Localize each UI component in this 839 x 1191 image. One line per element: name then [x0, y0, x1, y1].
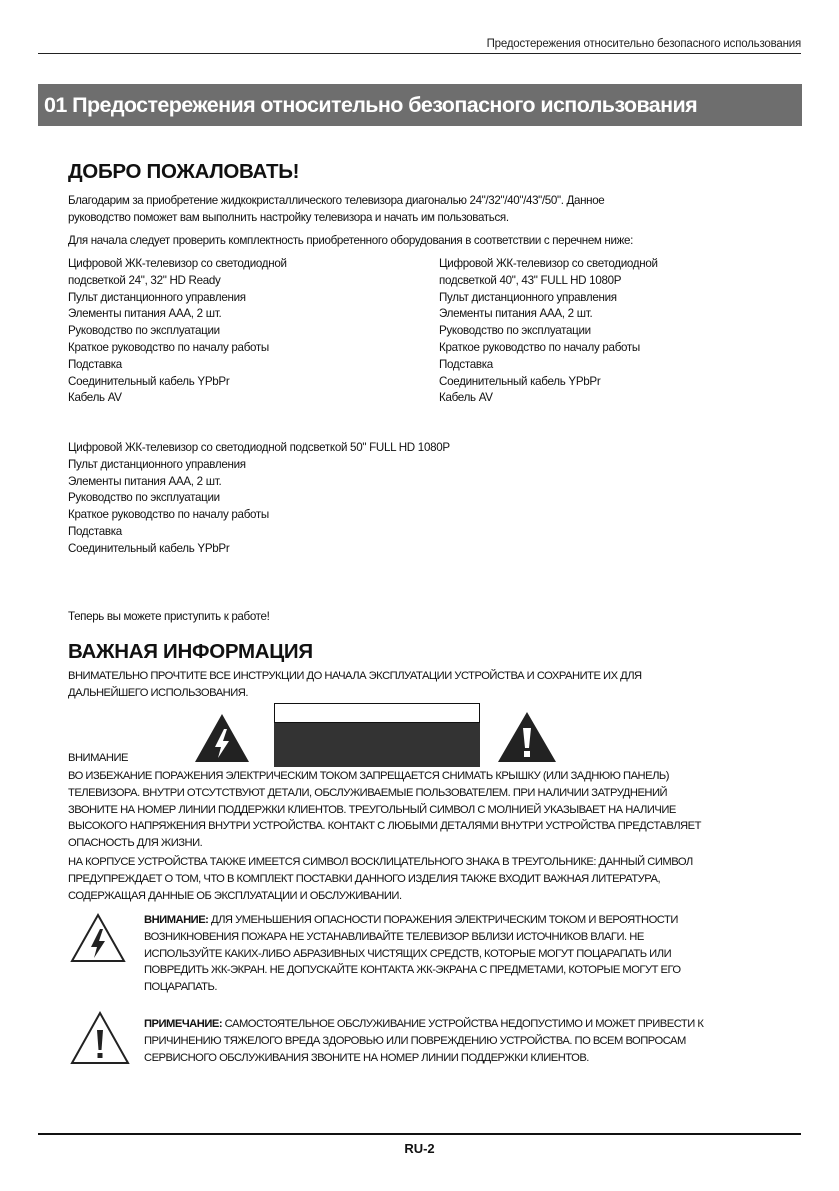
- list-item: Подставка: [68, 524, 122, 538]
- read-instructions-paragraph: [68, 668, 642, 702]
- package-list-right: [439, 256, 658, 407]
- caps-line: ВОЗНИКНОВЕНИЯ ПОЖАРА НЕ УСТАНАВЛИВАЙТЕ ТЕЛЕВИЗОР ВБЛИЗИ ИСТОЧНИКОВ ВЛАГИ. НЕ: [144, 930, 644, 943]
- caps-line: ПОЦАРАПАТЬ.: [144, 981, 217, 994]
- list-item: подсветкой 24", 32" HD Ready: [68, 273, 221, 287]
- caps-line: СОДЕРЖАЩАЯ ДАННЫЕ ОБ ЭКСПЛУАТАЦИИ И ОБСЛУЖИВАНИИ.: [68, 889, 402, 902]
- package-list-bottom: [68, 440, 450, 558]
- warning-label: ВНИМАНИЕ:: [144, 914, 209, 926]
- intro-line: руководство поможет вам выполнить настройку телевизора и начать им пользоваться.: [68, 210, 509, 224]
- caution-box: [274, 703, 480, 767]
- page-number: RU-2: [404, 1141, 435, 1156]
- caps-line: ЗВОНИТЕ НА НОМЕР ЛИНИИ ПОДДЕРЖКИ КЛИЕНТОВ. ТРЕУГОЛЬНЫЙ СИМВОЛ С МОЛНИЕЙ УКАЗЫВАЕТ НА НАЛИЧИЕ: [68, 803, 676, 816]
- list-item: Руководство по эксплуатации: [439, 324, 591, 338]
- attention-label: ВНИМАНИЕ: [68, 752, 128, 764]
- list-item: Элементы питания AAA, 2 шт.: [68, 474, 222, 488]
- list-item: Соединительный кабель YPbPr: [439, 374, 601, 388]
- list-item: Цифровой ЖК-телевизор со светодиодной подсветкой 50" FULL HD 1080P: [68, 441, 450, 454]
- exclamation-outline-icon: [69, 1010, 131, 1066]
- closing-line: Теперь вы можете приступить к работе!: [68, 610, 270, 623]
- list-item: Соединительный кабель YPbPr: [68, 374, 230, 388]
- shock-paragraph: [68, 768, 701, 852]
- list-item: Руководство по эксплуатации: [68, 491, 220, 505]
- caps-line: СЕРВИСНОГО ОБСЛУЖИВАНИЯ ЗВОНИТЕ НА НОМЕР ЛИНИИ ПОДДЕРЖКИ КЛИЕНТОВ.: [144, 1051, 589, 1064]
- list-item: Элементы питания AAA, 2 шт.: [439, 307, 593, 321]
- list-item: подсветкой 40", 43" FULL HD 1080P: [439, 273, 622, 287]
- list-item: Кабель AV: [439, 391, 493, 405]
- intro-line: Благодарим за приобретение жидкокристаллического телевизора диагональю 24"/32"/40"/43"/50". Данное: [68, 194, 605, 207]
- caps-line: ВЫСОКОГО НАПРЯЖЕНИЯ ВНУТРИ УСТРОЙСТВА. КОНТАКТ С ЛЮБЫМИ ДЕТАЛЯМИ ВНУТРИ УСТРОЙСТВА ПРЕДСТАВЛЯЕТ: [68, 820, 701, 833]
- list-item: Пульт дистанционного управления: [439, 290, 617, 304]
- caution-box-top: [274, 703, 480, 723]
- list-item: Цифровой ЖК-телевизор со светодиодной: [68, 257, 287, 270]
- caps-line: ВО ИЗБЕЖАНИЕ ПОРАЖЕНИЯ ЭЛЕКТРИЧЕСКИМ ТОКОМ ЗАПРЕЩАЕТСЯ СНИМАТЬ КРЫШКУ (ИЛИ ЗАДНЮЮ ПАНЕЛЬ): [68, 770, 669, 782]
- caps-line: ПРЕДУПРЕЖДАЕТ О ТОМ, ЧТО В КОМПЛЕКТ ПОСТАВКИ ДАННОГО ИЗДЕЛИЯ ТАКЖЕ ВХОДИТ ВАЖНАЯ ЛИТЕРАТУРА,: [68, 872, 661, 885]
- exclamation-warning-icon: [496, 710, 558, 764]
- lightning-warning-icon: [193, 712, 251, 764]
- list-item: Соединительный кабель YPbPr: [68, 541, 230, 555]
- list-item: Подставка: [439, 357, 493, 371]
- intro-paragraph: [68, 193, 604, 227]
- list-item: Пульт дистанционного управления: [68, 290, 246, 304]
- caps-line: ДАЛЬНЕЙШЕГО ИСПОЛЬЗОВАНИЯ.: [68, 686, 248, 699]
- warning-paragraph: [144, 912, 681, 996]
- caution-box-bottom: [274, 723, 480, 767]
- caps-line: САМОСТОЯТЕЛЬНОЕ ОБСЛУЖИВАНИЕ УСТРОЙСТВА НЕДОПУСТИМО И МОЖЕТ ПРИВЕСТИ К: [222, 1018, 704, 1030]
- header-divider: [38, 53, 801, 54]
- caps-line: ВНИМАТЕЛЬНО ПРОЧТИТЕ ВСЕ ИНСТРУКЦИИ ДО НАЧАЛА ЭКСПЛУАТАЦИИ УСТРОЙСТВА И СОХРАНИТЕ ИХ ДЛЯ: [68, 670, 642, 682]
- list-item: Пульт дистанционного управления: [68, 457, 246, 471]
- important-heading: ВАЖНАЯ ИНФОРМАЦИЯ: [68, 640, 313, 663]
- symbol-paragraph: [68, 854, 693, 904]
- caps-line: ИСПОЛЬЗУЙТЕ КАКИХ-ЛИБО АБРАЗИВНЫХ ЧИСТЯЩИХ СРЕДСТВ, КОТОРЫЕ МОГУТ ПОЦАРАПАТЬ ИЛИ: [144, 947, 672, 960]
- list-item: Кабель AV: [68, 391, 122, 405]
- list-item: Краткое руководство по началу работы: [439, 340, 640, 354]
- lightning-outline-icon: [69, 912, 127, 964]
- list-item: Краткое руководство по началу работы: [68, 508, 269, 522]
- note-label: ПРИМЕЧАНИЕ:: [144, 1018, 223, 1030]
- footer-divider: [38, 1133, 801, 1135]
- caps-line: ДЛЯ УМЕНЬШЕНИЯ ОПАСНОСТИ ПОРАЖЕНИЯ ЭЛЕКТРИЧЕСКИМ ТОКОМ И ВЕРОЯТНОСТИ: [208, 914, 678, 926]
- caps-line: ТЕЛЕВИЗОРА. ВНУТРИ ОТСУТСТВУЮТ ДЕТАЛИ, ОБСЛУЖИВАЕМЫЕ ПОЛЬЗОВАТЕЛЕМ. ПРИ НАЛИЧИИ ЗАТРУДНЕНИЙ: [68, 786, 668, 799]
- package-list-left: [68, 256, 287, 407]
- check-paragraph: Для начала следует проверить комплектность приобретенного оборудования в соответствии с перечнем ниже:: [68, 234, 633, 247]
- list-item: Подставка: [68, 357, 122, 371]
- list-item: Руководство по эксплуатации: [68, 324, 220, 338]
- caps-line: НА КОРПУСЕ УСТРОЙСТВА ТАКЖЕ ИМЕЕТСЯ СИМВОЛ ВОСКЛИЦАТЕЛЬНОГО ЗНАКА В ТРЕУГОЛЬНИКЕ: ДАННЫЙ СИМВОЛ: [68, 856, 693, 868]
- caps-line: ПОВРЕДИТЬ ЖК-ЭКРАН. НЕ ДОПУСКАЙТЕ КОНТАКТА ЖК-ЭКРАНА С ПРЕДМЕТАМИ, КОТОРЫЕ МОГУТ ЕГО: [144, 964, 681, 977]
- caps-line: ПРИЧИНЕНИЮ ТЯЖЕЛОГО ВРЕДА ЗДОРОВЬЮ ИЛИ ПОВРЕЖДЕНИЮ УСТРОЙСТВА. ПО ВСЕМ ВОПРОСАМ: [144, 1034, 686, 1047]
- list-item: Элементы питания AAA, 2 шт.: [68, 307, 222, 321]
- note-paragraph: [144, 1016, 703, 1066]
- list-item: Краткое руководство по началу работы: [68, 340, 269, 354]
- caps-line: ОПАСНОСТЬ ДЛЯ ЖИЗНИ.: [68, 837, 203, 850]
- running-header: Предостережения относительно безопасного использования: [486, 38, 801, 50]
- list-item: Цифровой ЖК-телевизор со светодиодной: [439, 257, 658, 270]
- welcome-heading: ДОБРО ПОЖАЛОВАТЬ!: [68, 160, 300, 183]
- section-banner: 01 Предостережения относительно безопасного использования: [38, 84, 802, 126]
